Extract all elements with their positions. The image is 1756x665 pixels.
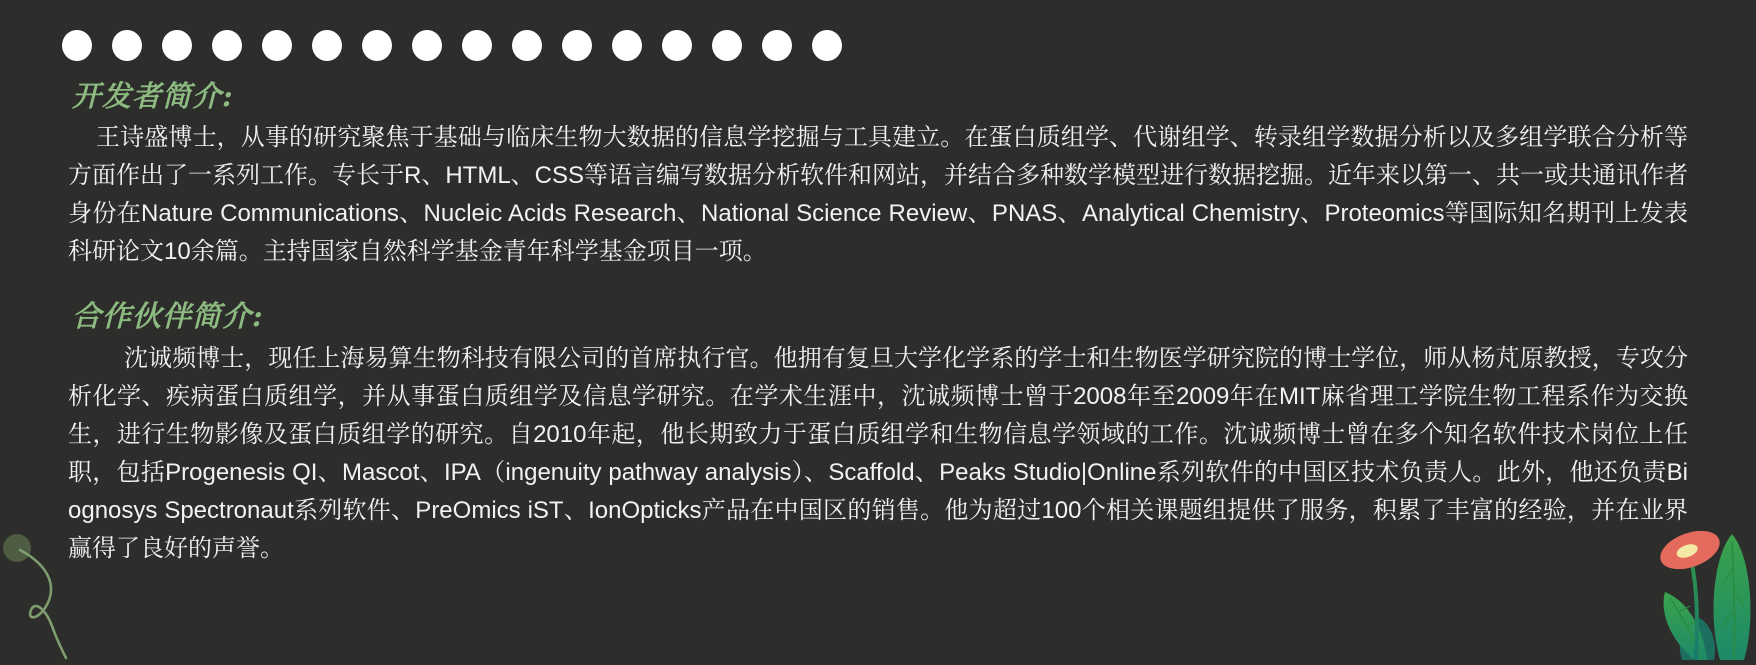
dot bbox=[662, 30, 692, 61]
dot bbox=[462, 30, 492, 61]
developer-bio-text: 王诗盛博士，从事的研究聚焦于基础与临床生物大数据的信息学挖掘与工具建立。在蛋白质组学、代谢组学、转录组学数据分析以及多组学联合分析等方面作出了一系列工作。专长于R、HTML、CSS等语言编写数据分析软件和网站，并结合多种数学模型进行数据挖掘。近年来以第一、共一或共通讯作者身份在Nature Communications、Nucleic Acids Research、National Science Review、PNAS、Analytical Chemistry、Proteomics等国际知名期刊上发表科研论文10余篇。主持国家自然科学基金青年科学基金项目一项。 bbox=[68, 124, 1689, 265]
dot bbox=[412, 30, 442, 61]
dot bbox=[362, 30, 392, 61]
dot bbox=[712, 30, 742, 61]
section-heading-partner: 合作伙伴简介: bbox=[72, 299, 264, 333]
dot bbox=[262, 30, 292, 61]
dot bbox=[512, 30, 542, 61]
dot bbox=[612, 30, 642, 61]
vine-tendril-icon bbox=[0, 528, 120, 660]
dot bbox=[762, 30, 792, 61]
dot bbox=[212, 30, 242, 61]
dot-row bbox=[62, 30, 842, 61]
section-heading-developer: 开发者简介: bbox=[72, 79, 234, 113]
dot bbox=[112, 30, 142, 61]
flower-plant-icon bbox=[1564, 498, 1756, 660]
dot bbox=[312, 30, 342, 61]
dot bbox=[562, 30, 592, 61]
dot bbox=[62, 30, 92, 61]
dot bbox=[162, 30, 192, 61]
dot bbox=[812, 30, 842, 61]
partner-bio-text: 沈诚频博士，现任上海易算生物科技有限公司的首席执行官。他拥有复旦大学化学系的学士和生物医学研究院的博士学位，师从杨芃原教授，专攻分析化学、疾病蛋白质组学，并从事蛋白质组学及信息学研究。在学术生涯中，沈诚频博士曾于2008年至2009年在MIT麻省理工学院生物工程系作为交换生，进行生物影像及蛋白质组学的研究。自2010年起，他长期致力于蛋白质组学和生物信息学领域的工作。沈诚频博士曾在多个知名软件技术岗位上任职，包括Progenesis QI、Mascot、IPA（ingenuity pathway analysis）、Scaffold、Peaks Studio|Online系列软件的中国区技术负责人。此外，他还负责Biognosys Spectronaut系列软件、PreOmics iST、IonOpticks产品在中国区的销售。他为超过100个相关课题组提供了服务，积累了丰富的经验，并在业界赢得了良好的声誉。 bbox=[68, 345, 1688, 562]
